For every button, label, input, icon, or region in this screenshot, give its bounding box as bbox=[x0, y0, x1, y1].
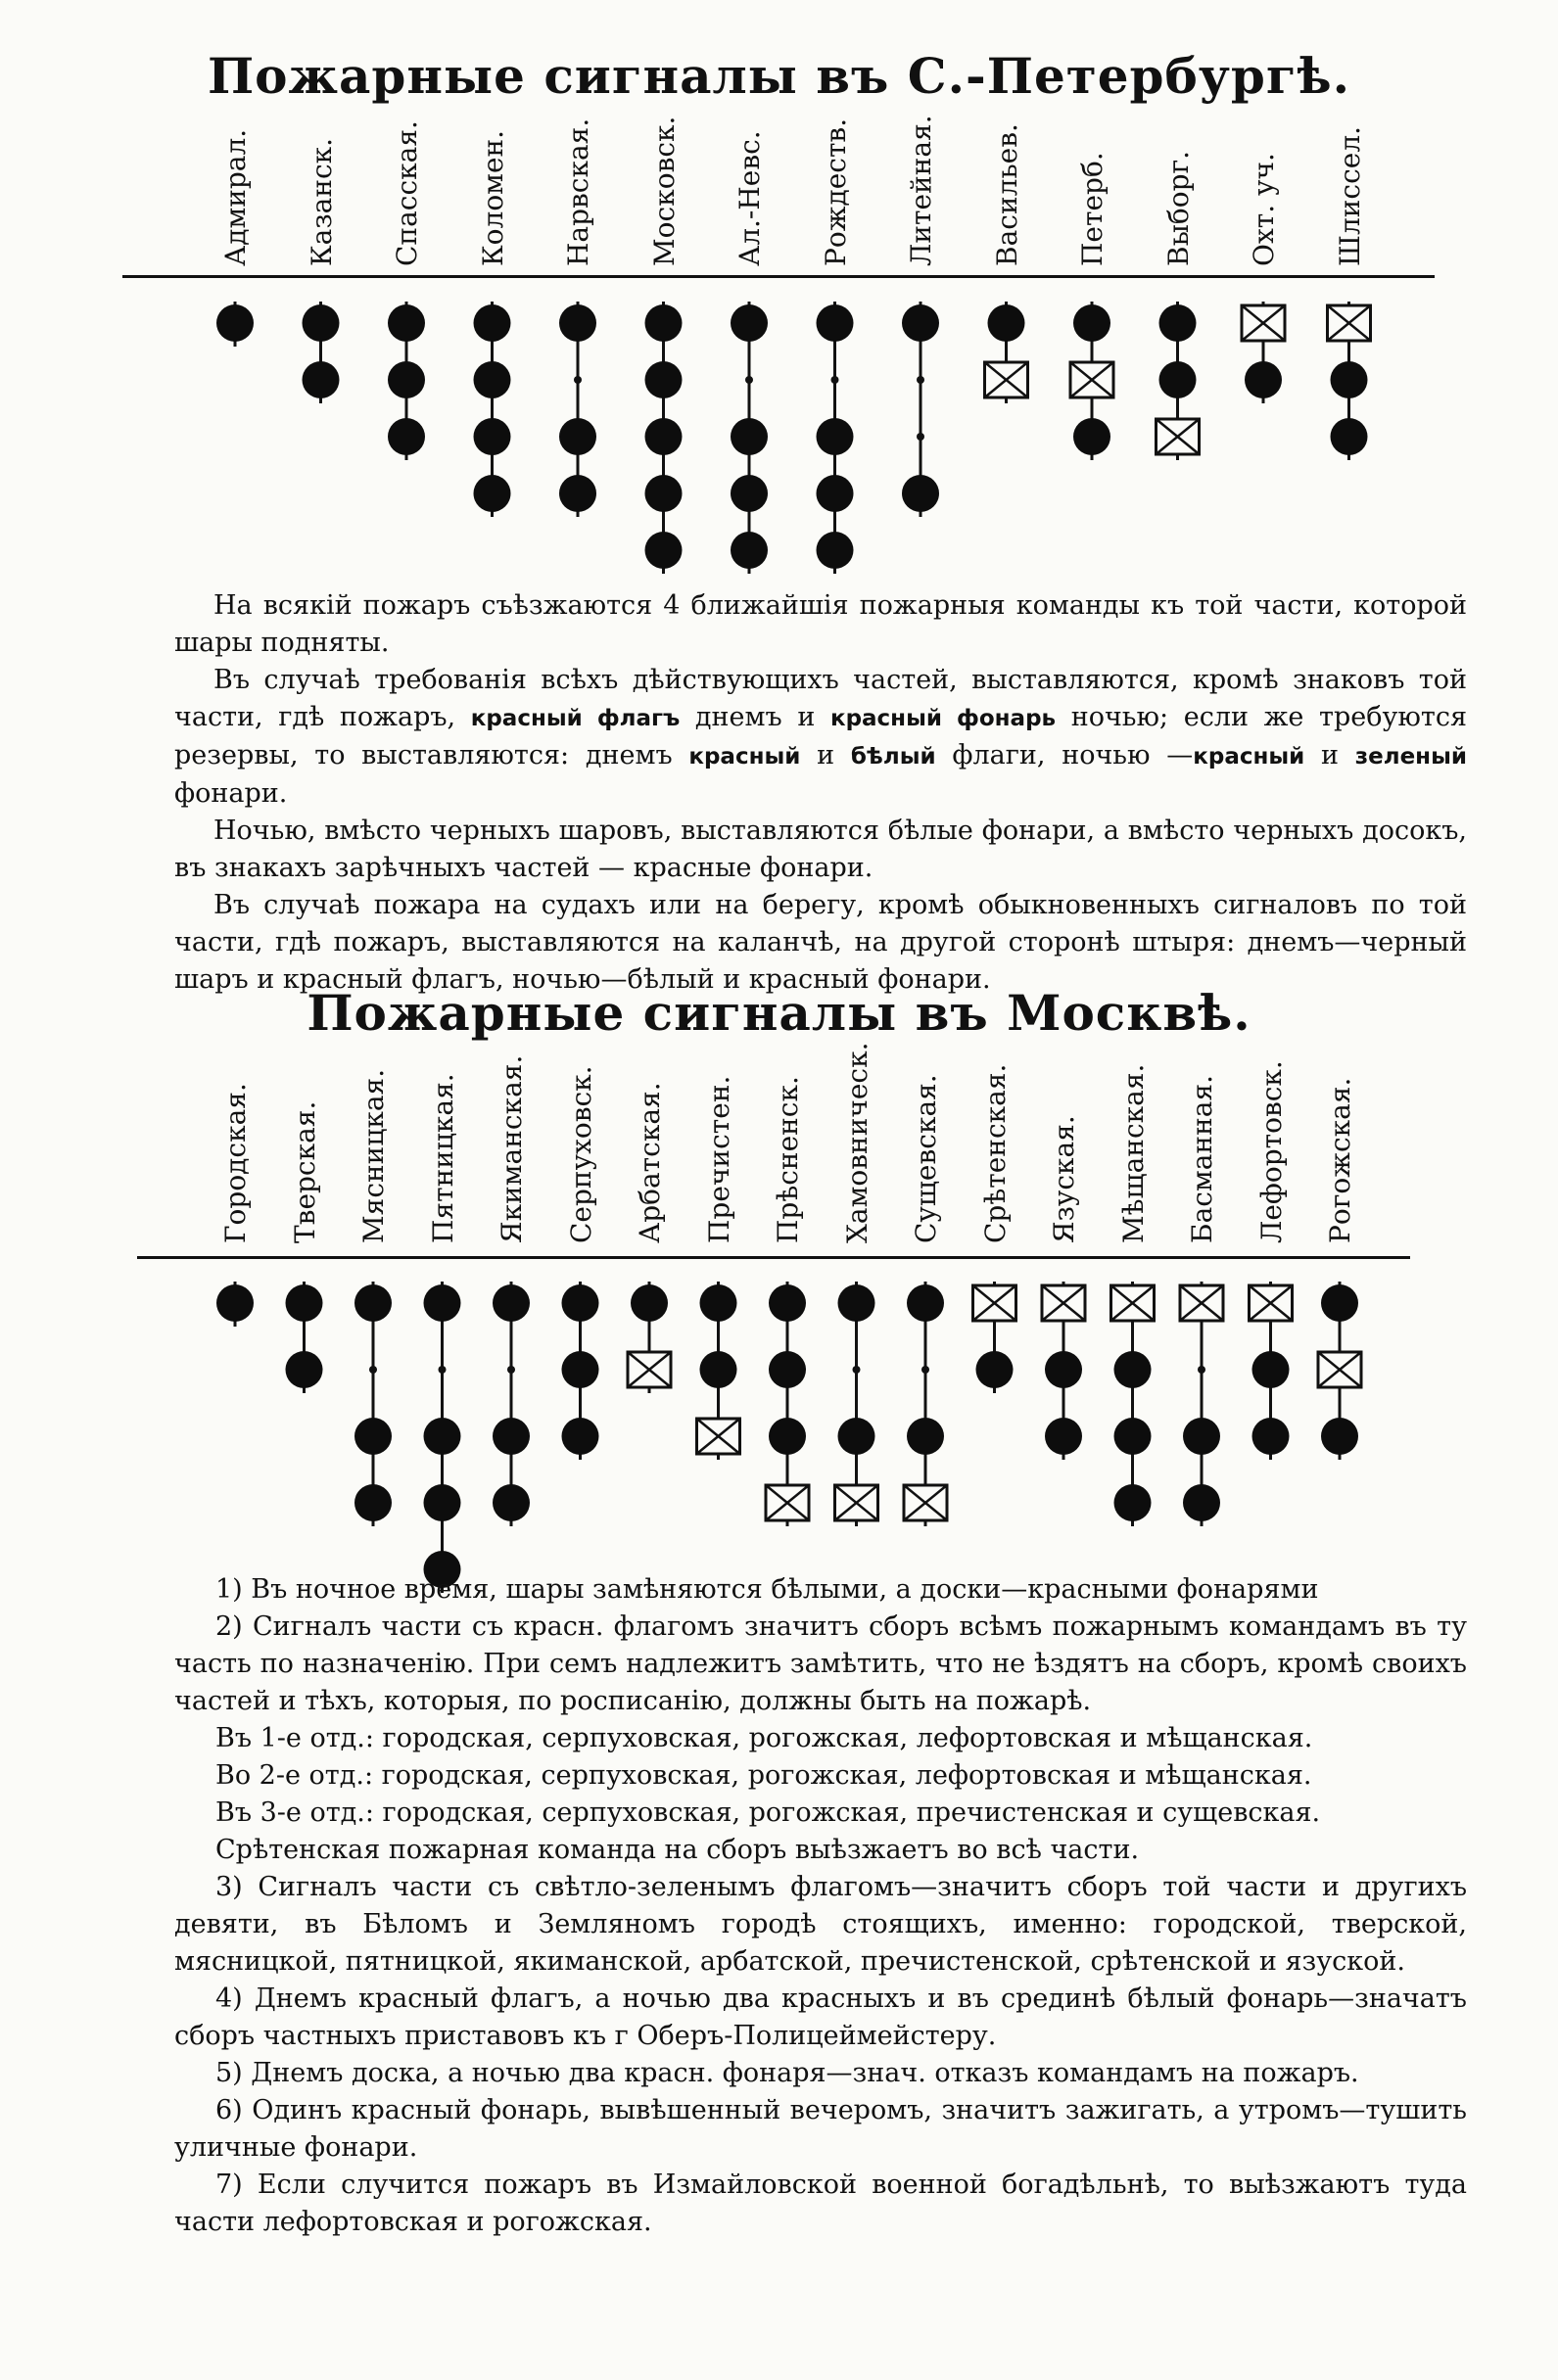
text-run: флаги, ночью — bbox=[935, 740, 1194, 770]
black-ball bbox=[493, 1418, 530, 1455]
black-ball bbox=[907, 1418, 944, 1455]
column-label: Хамовническ. bbox=[840, 1042, 873, 1243]
black-ball bbox=[286, 1284, 323, 1322]
column-label: Басманная. bbox=[1186, 1074, 1218, 1243]
black-ball bbox=[424, 1484, 461, 1521]
column-label: Мѣщанская. bbox=[1116, 1063, 1150, 1243]
column-label: Рождеств. bbox=[819, 117, 852, 266]
text-run: фонари. bbox=[174, 778, 288, 809]
column-label: Ал.-Невс. bbox=[733, 130, 766, 266]
black-ball bbox=[1045, 1351, 1082, 1388]
black-ball bbox=[769, 1351, 806, 1388]
spb-title: Пожарные сигналы въ С.-Петербургѣ. bbox=[207, 47, 1351, 105]
column-label: Шлиссел. bbox=[1333, 125, 1366, 266]
signal-column bbox=[835, 1282, 878, 1526]
column-label: Якиманская. bbox=[496, 1054, 528, 1243]
column-label: Литейная. bbox=[905, 115, 937, 266]
signal-column bbox=[562, 1282, 599, 1460]
black-ball bbox=[838, 1284, 875, 1322]
signal-column bbox=[1111, 1282, 1155, 1526]
text-run: днемъ и bbox=[680, 702, 830, 732]
text-run: ночью; если же требуются резервы, то выставляются: днемъ bbox=[174, 702, 1467, 770]
column-label: Язуская. bbox=[1048, 1115, 1080, 1243]
column-label: Срѣтенская. bbox=[978, 1063, 1012, 1243]
gap-dot bbox=[921, 1366, 929, 1374]
black-ball bbox=[216, 1284, 254, 1322]
black-ball bbox=[769, 1284, 806, 1322]
column-label: Васильев. bbox=[990, 123, 1023, 266]
signal-column bbox=[1250, 1282, 1293, 1460]
moscow-title: Пожарные сигналы въ Москвѣ. bbox=[307, 984, 1251, 1042]
black-ball bbox=[354, 1484, 392, 1521]
text-run: Ночью, вмѣсто черныхъ шаровъ, выставляются бѣлые фонари, а вмѣсто черныхъ досокъ, въ знакахъ зарѣчныхъ частей — красные фонари. bbox=[174, 816, 1467, 883]
signal-column bbox=[1180, 1282, 1223, 1526]
column-label: Мясницкая. bbox=[357, 1068, 390, 1243]
signal-column bbox=[286, 1282, 323, 1393]
black-ball bbox=[1252, 1351, 1290, 1388]
note-paragraph: 7) Если случится пожаръ въ Измайловской военной богадѣльнѣ, то выѣзжаютъ туда части лефортовская и рогожская. bbox=[174, 2170, 1467, 2237]
note-paragraph: 1) Въ ночное время, шары замѣняются бѣлыми, а доски—красными фонарями bbox=[215, 1574, 1319, 1605]
black-ball bbox=[631, 1284, 668, 1322]
black-ball bbox=[424, 1418, 461, 1455]
column-label: Серпуховск. bbox=[564, 1065, 597, 1243]
signal-column bbox=[628, 1282, 671, 1393]
black-ball bbox=[1321, 1284, 1358, 1322]
column-label: Выборг. bbox=[1161, 150, 1195, 266]
column-label: Арбатская. bbox=[634, 1082, 666, 1243]
black-ball bbox=[562, 1284, 599, 1322]
note-paragraph: Въ 3-е отд.: городская, серпуховская, рогожская, пречистенская и сущевская. bbox=[215, 1797, 1321, 1828]
signal-column bbox=[766, 1282, 809, 1526]
column-label: Городская. bbox=[219, 1083, 252, 1243]
signal-column bbox=[424, 1282, 461, 1593]
gap-dot bbox=[439, 1366, 447, 1374]
emphasis: красный bbox=[688, 744, 801, 770]
black-ball bbox=[700, 1284, 737, 1322]
column-label: Прѣсненск. bbox=[772, 1076, 804, 1243]
emphasis: зеленый bbox=[1354, 744, 1467, 770]
black-ball bbox=[562, 1418, 599, 1455]
black-ball bbox=[424, 1284, 461, 1322]
black-ball bbox=[1114, 1484, 1152, 1521]
note-paragraph: 4) Днемъ красный флагъ, а ночью два красныхъ и въ срединѣ бѣлый фонарь—значатъ сборъ частныхъ приставовъ къ г Оберъ-Полицеймейстеру. bbox=[174, 1983, 1467, 2051]
text-run: Въ случаѣ пожара на судахъ или на берегу, кромѣ обыкновенныхъ сигналовъ по той части, гдѣ пожаръ, выставляются на каланчѣ, на другой сторонѣ штыря: днемъ—черный шаръ и красный флагъ, ночью—бѣлый и красный фонари. bbox=[174, 890, 1467, 995]
black-ball bbox=[976, 1351, 1014, 1388]
note-paragraph: 2) Сигналъ части съ красн. флагомъ значитъ сборъ всѣмъ пожарнымъ командамъ въ ту часть по назначенію. При семъ надлежитъ замѣтить, что не ѣздятъ на сборъ, кромѣ своихъ частей и тѣхъ, которыя, по росписанію, должны быть на пожарѣ. bbox=[174, 1611, 1467, 1716]
black-ball bbox=[493, 1284, 530, 1322]
black-ball bbox=[354, 1284, 392, 1322]
black-ball bbox=[1183, 1484, 1220, 1521]
note-paragraph: 3) Сигналъ части съ свѣтло-зеленымъ флагомъ—значитъ сборъ той части и другихъ девяти, въ Бѣломъ и Земляномъ городѣ стоящихъ, именно: городской, тверской, мясницкой, пятницкой, якиманской, арбатской, пречистенской, срѣтенской и язуской. bbox=[174, 1872, 1467, 1977]
column-label: Московск. bbox=[647, 116, 681, 266]
column-label: Тверская. bbox=[288, 1100, 321, 1243]
column-label: Пречистен. bbox=[702, 1075, 735, 1243]
column-label: Охт. уч. bbox=[1248, 153, 1280, 266]
signal-column bbox=[354, 1282, 392, 1526]
emphasis: бѣлый bbox=[850, 744, 936, 770]
gap-dot bbox=[369, 1366, 377, 1374]
black-ball bbox=[1114, 1418, 1152, 1455]
signal-column bbox=[973, 1282, 1016, 1393]
text-run: и bbox=[1304, 740, 1355, 770]
black-ball bbox=[1321, 1418, 1358, 1455]
black-ball bbox=[769, 1418, 806, 1455]
black-ball bbox=[493, 1484, 530, 1521]
signal-column bbox=[1318, 1282, 1361, 1460]
moscow-notes bbox=[174, 1571, 1467, 2241]
black-ball bbox=[354, 1418, 392, 1455]
black-ball bbox=[562, 1351, 599, 1388]
black-ball bbox=[1045, 1418, 1082, 1455]
text-run: и bbox=[800, 740, 851, 770]
note-paragraph: Срѣтенская пожарная команда на сборъ выѣзжаетъ во всѣ части. bbox=[215, 1835, 1140, 1865]
signal-column bbox=[216, 1282, 254, 1327]
signal-column bbox=[493, 1282, 530, 1526]
black-ball bbox=[286, 1351, 323, 1388]
note-paragraph: 5) Днемъ доска, а ночью два красн. фонаря—знач. отказъ командамъ на пожаръ. bbox=[215, 2058, 1359, 2088]
column-label: Лефортовск. bbox=[1254, 1060, 1288, 1243]
emphasis: красный флагъ bbox=[470, 706, 681, 731]
black-ball bbox=[907, 1284, 944, 1322]
black-ball bbox=[1114, 1351, 1152, 1388]
emphasis: красный bbox=[1193, 744, 1305, 770]
black-ball bbox=[1183, 1418, 1220, 1455]
signal-column bbox=[1042, 1282, 1085, 1460]
column-label: Спасская. bbox=[391, 120, 423, 266]
column-label: Пятницкая. bbox=[426, 1073, 459, 1243]
column-label: Адмирал. bbox=[219, 128, 252, 266]
column-label: Нарвская. bbox=[562, 117, 594, 266]
column-label: Сущевская. bbox=[910, 1074, 942, 1243]
note-paragraph: 6) Одинъ красный фонарь, вывѣшенный вечеромъ, значитъ зажигать, а утромъ—тушить уличные фонари. bbox=[174, 2095, 1467, 2163]
gap-dot bbox=[853, 1366, 861, 1374]
note-paragraph: Во 2-е отд.: городская, серпуховская, рогожская, лефортовская и мѣщанская. bbox=[215, 1760, 1312, 1791]
black-ball bbox=[700, 1351, 737, 1388]
column-label: Рогожская. bbox=[1324, 1077, 1356, 1243]
column-label: Коломен. bbox=[476, 129, 509, 266]
signal-column bbox=[697, 1282, 740, 1460]
text-run: На всякій пожаръ съѣзжаются 4 ближайшія пожарныя команды къ той части, которой шары подняты. bbox=[174, 590, 1467, 658]
emphasis: красный фонарь bbox=[829, 706, 1057, 731]
column-label: Петерб. bbox=[1076, 152, 1109, 266]
signal-column bbox=[904, 1282, 947, 1526]
black-ball bbox=[838, 1418, 875, 1455]
gap-dot bbox=[507, 1366, 515, 1374]
note-paragraph: Въ 1-е отд.: городская, серпуховская, рогожская, лефортовская и мѣщанская. bbox=[215, 1723, 1313, 1753]
gap-dot bbox=[1198, 1366, 1205, 1374]
column-label: Казанск. bbox=[305, 137, 338, 266]
text-run: Въ случаѣ требованія всѣхъ дѣйствующихъ частей, выставляются, кромѣ знаковъ той части, гдѣ пожаръ, bbox=[174, 665, 1467, 732]
black-ball bbox=[1252, 1418, 1290, 1455]
